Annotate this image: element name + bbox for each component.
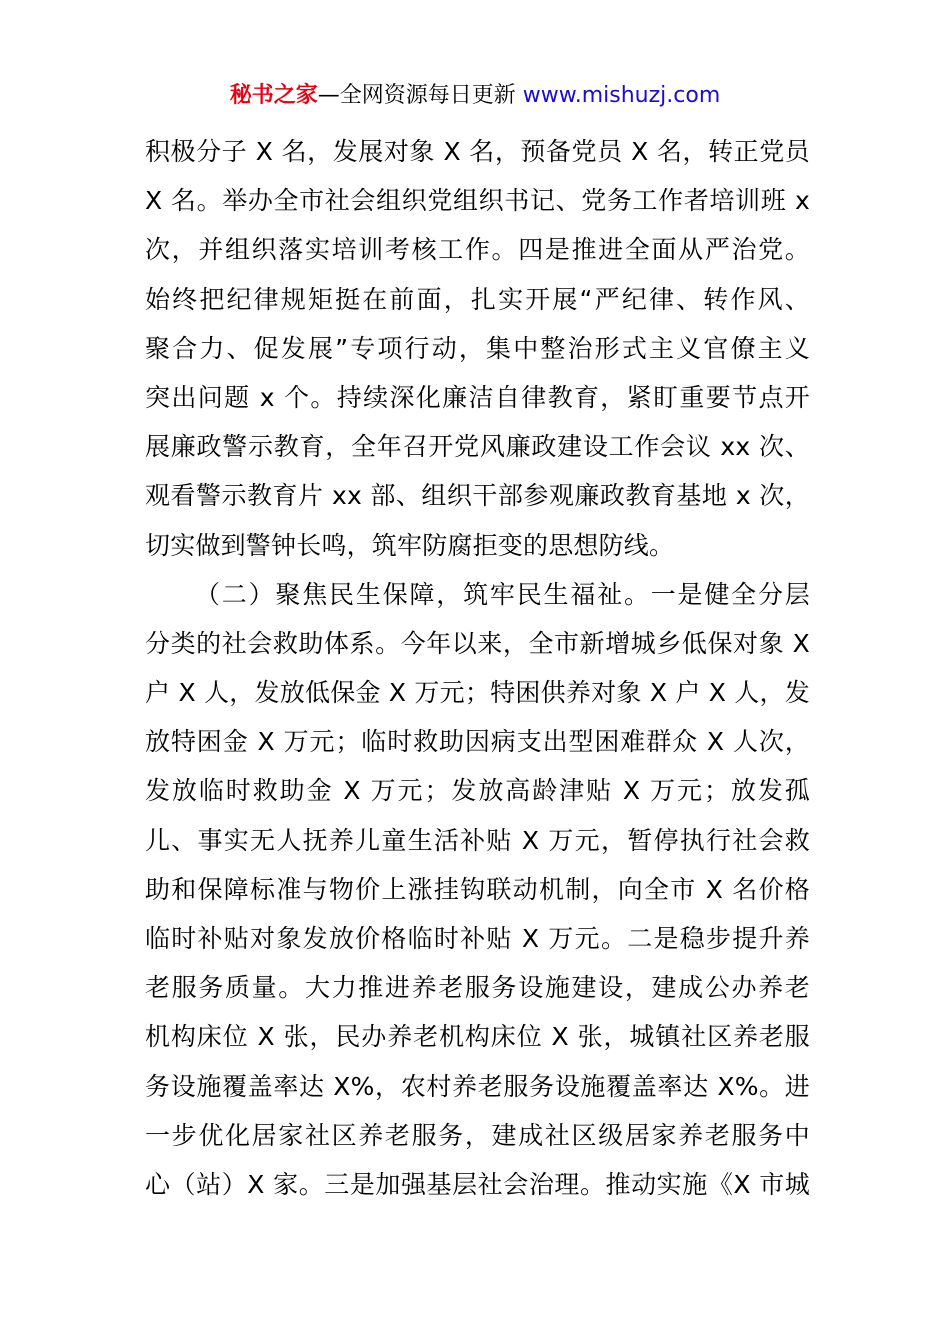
document-body [145, 127, 810, 1209]
body-line: 心（站）X 家。三是加强基层社会治理。推动实施《X 市城 [145, 1169, 810, 1199]
body-line: 观看警示教育片 xx 部、组织干部参观廉政教育基地 x 次， [145, 481, 810, 511]
body-line: 始终把纪律规矩挺在前面，扎实开展“严纪律、转作风、 [145, 284, 810, 314]
body-line: 临时补贴对象发放价格临时补贴 X 万元。二是稳步提升养 [145, 924, 810, 953]
body-line: 放特困金 X 万元；临时救助因病支出型困难群众 X 人次， [145, 727, 810, 757]
body-line: 务设施覆盖率达 X%，农村养老服务设施覆盖率达 X%。进 [145, 1071, 810, 1101]
site-brand: 秘书之家 [229, 83, 318, 108]
body-line: 展廉政警示教育，全年召开党风廉政建设工作会议 xx 次、 [145, 432, 810, 462]
body-line: 户 X 人，发放低保金 X 万元；特困供养对象 X 户 X 人，发 [145, 678, 810, 708]
section-heading-line: （二）聚焦民生保障，筑牢民生福祉。一是健全分层 [195, 579, 810, 609]
body-line: 切实做到警钟长鸣，筑牢防腐拒变的思想防线。 [145, 530, 675, 560]
site-tagline: —全网资源每日更新 [317, 83, 523, 108]
site-url-link[interactable]: www.mishuzj.com [522, 83, 721, 108]
body-line: 助和保障标准与物价上涨挂钩联动机制，向全市 X 名价格 [145, 874, 810, 904]
body-line: 分类的社会救助体系。今年以来，全市新增城乡低保对象 X [145, 628, 810, 658]
body-line: 老服务质量。大力推进养老服务设施建设，建成公办养老 [145, 973, 810, 1003]
body-line: 机构床位 X 张，民办养老机构床位 X 张，城镇社区养老服 [145, 1022, 810, 1052]
body-line: 次，并组织落实培训考核工作。四是推进全面从严治党。 [145, 235, 810, 265]
body-line: 一步优化居家社区养老服务，建成社区级居家养老服务中 [145, 1120, 810, 1150]
site-header [0, 78, 950, 114]
body-line: 突出问题 x 个。持续深化廉洁自律教育，紧盯重要节点开 [145, 382, 810, 412]
body-line: 儿、事实无人抚养儿童生活补贴 X 万元，暂停执行社会救 [145, 825, 810, 855]
body-line: 聚合力、促发展”专项行动，集中整治形式主义官僚主义 [145, 333, 810, 363]
body-line: X 名。举办全市社会组织党组织书记、党务工作者培训班 x [145, 186, 810, 216]
body-line: 积极分子 X 名，发展对象 X 名，预备党员 X 名，转正党员 [145, 137, 810, 166]
body-line: 发放临时救助金 X 万元；发放高龄津贴 X 万元；放发孤 [145, 776, 810, 806]
